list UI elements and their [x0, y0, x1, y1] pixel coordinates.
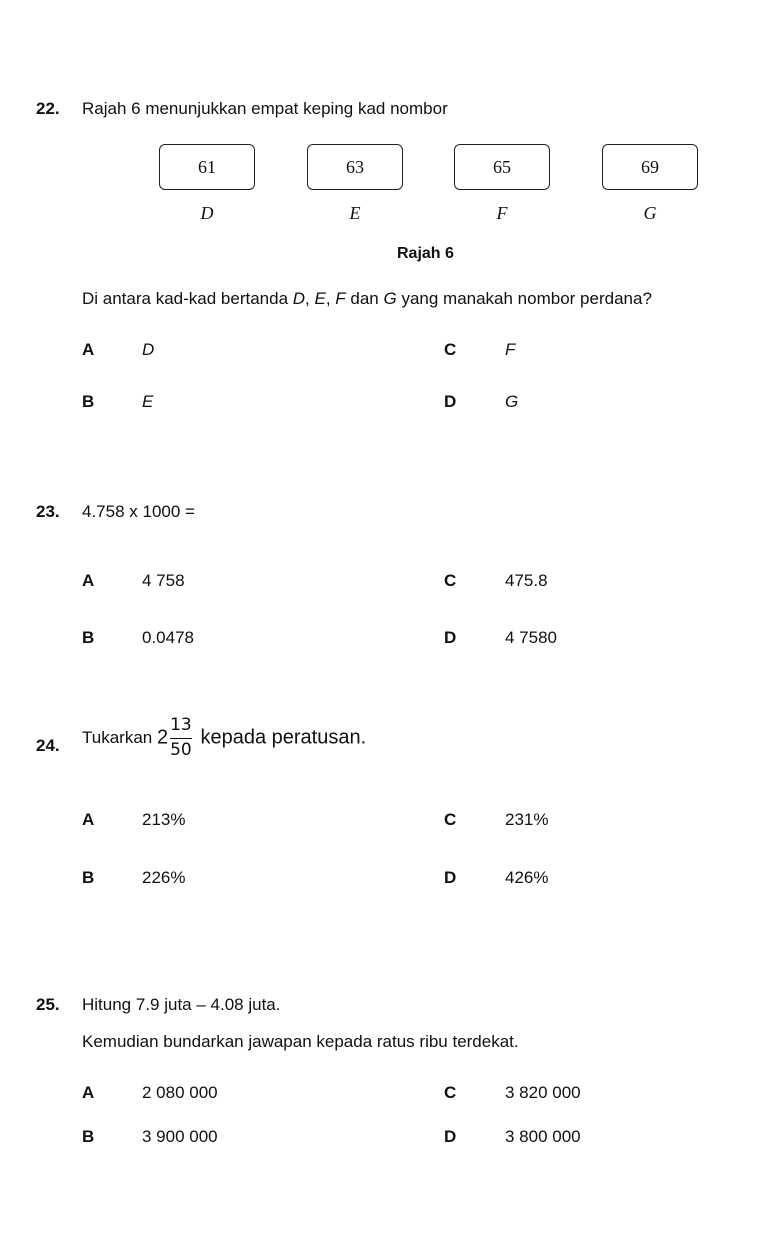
q24-option-a-value[interactable]: 213%	[142, 810, 186, 829]
q24-option-d-letter[interactable]: D	[444, 868, 457, 887]
prompt-part: dan	[345, 289, 384, 308]
question-25-text-2: Kemudian bundarkan jawapan kepada ratus ribu terdekat.	[82, 1032, 519, 1051]
q22-option-d-letter[interactable]: D	[444, 392, 457, 411]
question-24-number: 24.	[36, 736, 60, 755]
q24-option-b-value[interactable]: 226%	[142, 868, 186, 887]
prompt-part: ,	[305, 289, 315, 308]
card-label-f: F	[496, 203, 508, 223]
question-22-prompt	[82, 289, 652, 309]
q23-option-a-letter[interactable]: A	[82, 571, 95, 590]
q22-option-a-value[interactable]: D	[142, 340, 155, 359]
fraction-denominator: 50	[170, 739, 192, 760]
q23-option-d-letter[interactable]: D	[444, 628, 457, 647]
q24-option-c-letter[interactable]: C	[444, 810, 457, 829]
q23-option-b-letter[interactable]: B	[82, 628, 95, 647]
q22-option-c-letter[interactable]: C	[444, 340, 457, 359]
q24-option-a-letter[interactable]: A	[82, 810, 95, 829]
fraction-numerator: 13	[170, 715, 192, 735]
card-label-e: E	[349, 203, 361, 223]
number-card-f: 65	[454, 144, 550, 190]
q24-option-c-value[interactable]: 231%	[505, 810, 549, 829]
question-22-text: Rajah 6 menunjukkan empat keping kad nombor	[82, 99, 448, 118]
q23-option-c-value[interactable]: 475.8	[505, 571, 548, 590]
figure-caption: Rajah 6	[397, 245, 454, 262]
q25-option-a-letter[interactable]: A	[82, 1083, 95, 1102]
fraction	[170, 716, 192, 760]
prompt-part: G	[383, 289, 397, 308]
q22-option-c-value[interactable]: F	[505, 340, 516, 359]
prompt-part: F	[335, 289, 346, 308]
q25-option-d-letter[interactable]: D	[444, 1127, 457, 1146]
mixed-number-whole: 2	[156, 726, 169, 749]
card-label-g: G	[643, 203, 657, 223]
q24-option-b-letter[interactable]: B	[82, 868, 95, 887]
q24-prefix: Tukarkan	[82, 728, 153, 748]
question-24-text	[82, 716, 366, 760]
question-22-number: 22.	[36, 99, 60, 118]
q22-option-b-value[interactable]: E	[142, 392, 154, 411]
question-23-text: 4.758 x 1000 =	[82, 502, 195, 521]
q24-option-d-value[interactable]: 426%	[505, 868, 549, 887]
q23-option-c-letter[interactable]: C	[444, 571, 457, 590]
prompt-part: ,	[325, 289, 336, 308]
q23-option-a-value[interactable]: 4 758	[142, 571, 185, 590]
prompt-part: Di antara kad-kad bertanda	[82, 289, 293, 308]
q25-option-c-value[interactable]: 3 820 000	[505, 1083, 581, 1102]
question-23-number: 23.	[36, 502, 60, 521]
number-card-g: 69	[602, 144, 698, 190]
q25-option-b-letter[interactable]: B	[82, 1127, 95, 1146]
q25-option-c-letter[interactable]: C	[444, 1083, 457, 1102]
card-label-d: D	[200, 203, 214, 223]
q25-option-a-value[interactable]: 2 080 000	[142, 1083, 218, 1102]
prompt-part: E	[314, 289, 326, 308]
question-25-text: Hitung 7.9 juta – 4.08 juta.	[82, 995, 281, 1014]
number-card-d: 61	[159, 144, 255, 190]
question-25-number: 25.	[36, 995, 60, 1014]
q22-option-b-letter[interactable]: B	[82, 392, 95, 411]
q24-suffix: kepada peratusan.	[200, 726, 367, 749]
q23-option-d-value[interactable]: 4 7580	[505, 628, 557, 647]
q23-option-b-value[interactable]: 0.0478	[142, 628, 194, 647]
q25-option-d-value[interactable]: 3 800 000	[505, 1127, 581, 1146]
number-card-e: 63	[307, 144, 403, 190]
prompt-part: D	[292, 289, 306, 308]
q25-option-b-value[interactable]: 3 900 000	[142, 1127, 218, 1146]
q22-option-a-letter[interactable]: A	[82, 340, 95, 359]
fraction-bar	[170, 738, 192, 739]
prompt-part: yang manakah nombor perdana?	[396, 289, 652, 308]
q22-option-d-value[interactable]: G	[505, 392, 519, 411]
